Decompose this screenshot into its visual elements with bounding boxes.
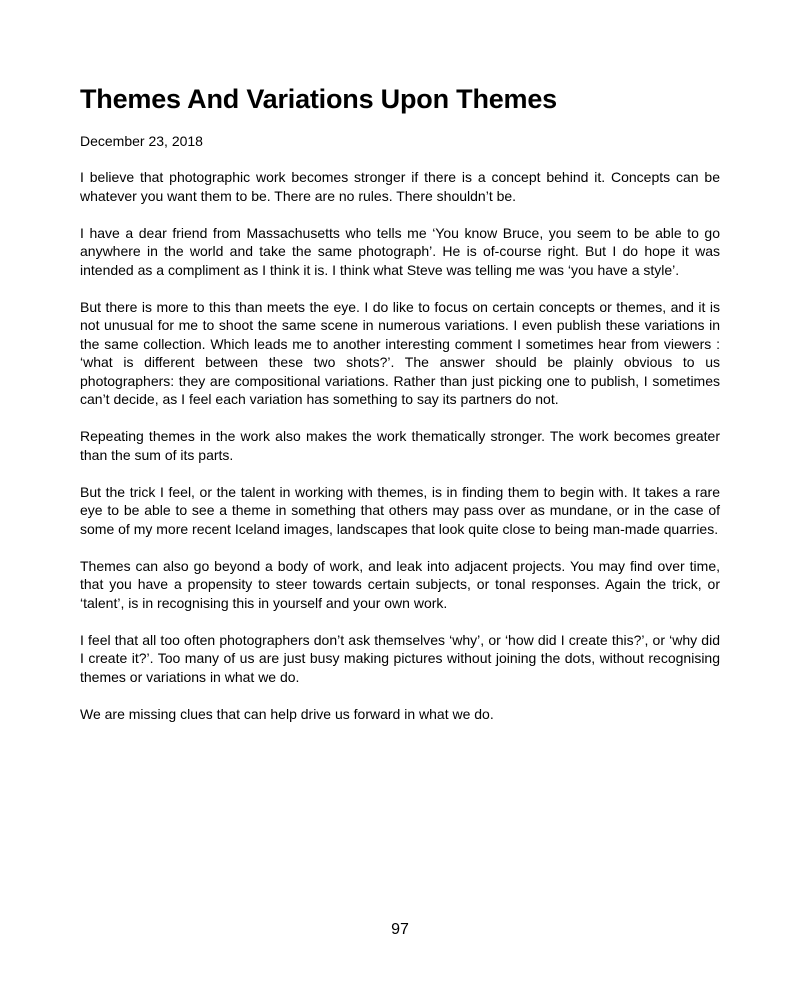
article-title: Themes And Variations Upon Themes [80,84,558,114]
article-paragraph-7: I feel that all too often photographers don’t ask themselves ‘why’, or ‘how did I create this?’, or ‘why did I create it?’. Too many of us are just busy making pictures without joining the dots, without recognising themes or variations in what we do. [80,631,720,685]
article-paragraph-6: Themes can also go beyond a body of work, and leak into adjacent projects. You may find over time, that you have a propensity to steer towards certain subjects, or tonal responses. Again the trick, or ‘talent’, is in recognising this in yourself and your own work. [80,557,720,611]
article-paragraph-5: But the trick I feel, or the talent in working with themes, is in finding them to begin with. It takes a rare eye to be able to see a theme in something that others may pass over as mundane, or in the case of some of my more recent Iceland images, landscapes that look quite close to being man-made quarries. [80,483,720,537]
article-paragraph-3: But there is more to this than meets the eye. I do like to focus on certain concepts or themes, and it is not unusual for me to shoot the same scene in numerous variations. I even publish these variations in the same collection. Which leads me to another interesting comment I sometimes hear from viewers : ‘what is different between these two shots?’. The answer should be plainly obvious to us photographers: they are compositional variations. Rather than just picking one to publish, I sometimes can’t decide, as I feel each variation has something to say its partners do not. [80,298,720,407]
article-body [80,168,720,742]
page-number: 97 [391,921,409,938]
article-paragraph-4: Repeating themes in the work also makes the work thematically stronger. The work becomes greater than the sum of its parts. [80,428,720,463]
article-paragraph-2: I have a dear friend from Massachusetts who tells me ‘You know Bruce, you seem to be able to go anywhere in the world and take the same photograph’. He is of-course right. But I do hope it was intended as a compliment as I think it is. I think what Steve was telling me was ‘you have a style’. [80,224,720,278]
article-paragraph-1: I believe that photographic work becomes stronger if there is a concept behind it. Concepts can be whatever you want them to be. There are no rules. There shouldn’t be. [80,169,720,204]
article-date: December 23, 2018 [80,133,203,149]
article-paragraph-8: We are missing clues that can help drive us forward in what we do. [80,705,494,722]
